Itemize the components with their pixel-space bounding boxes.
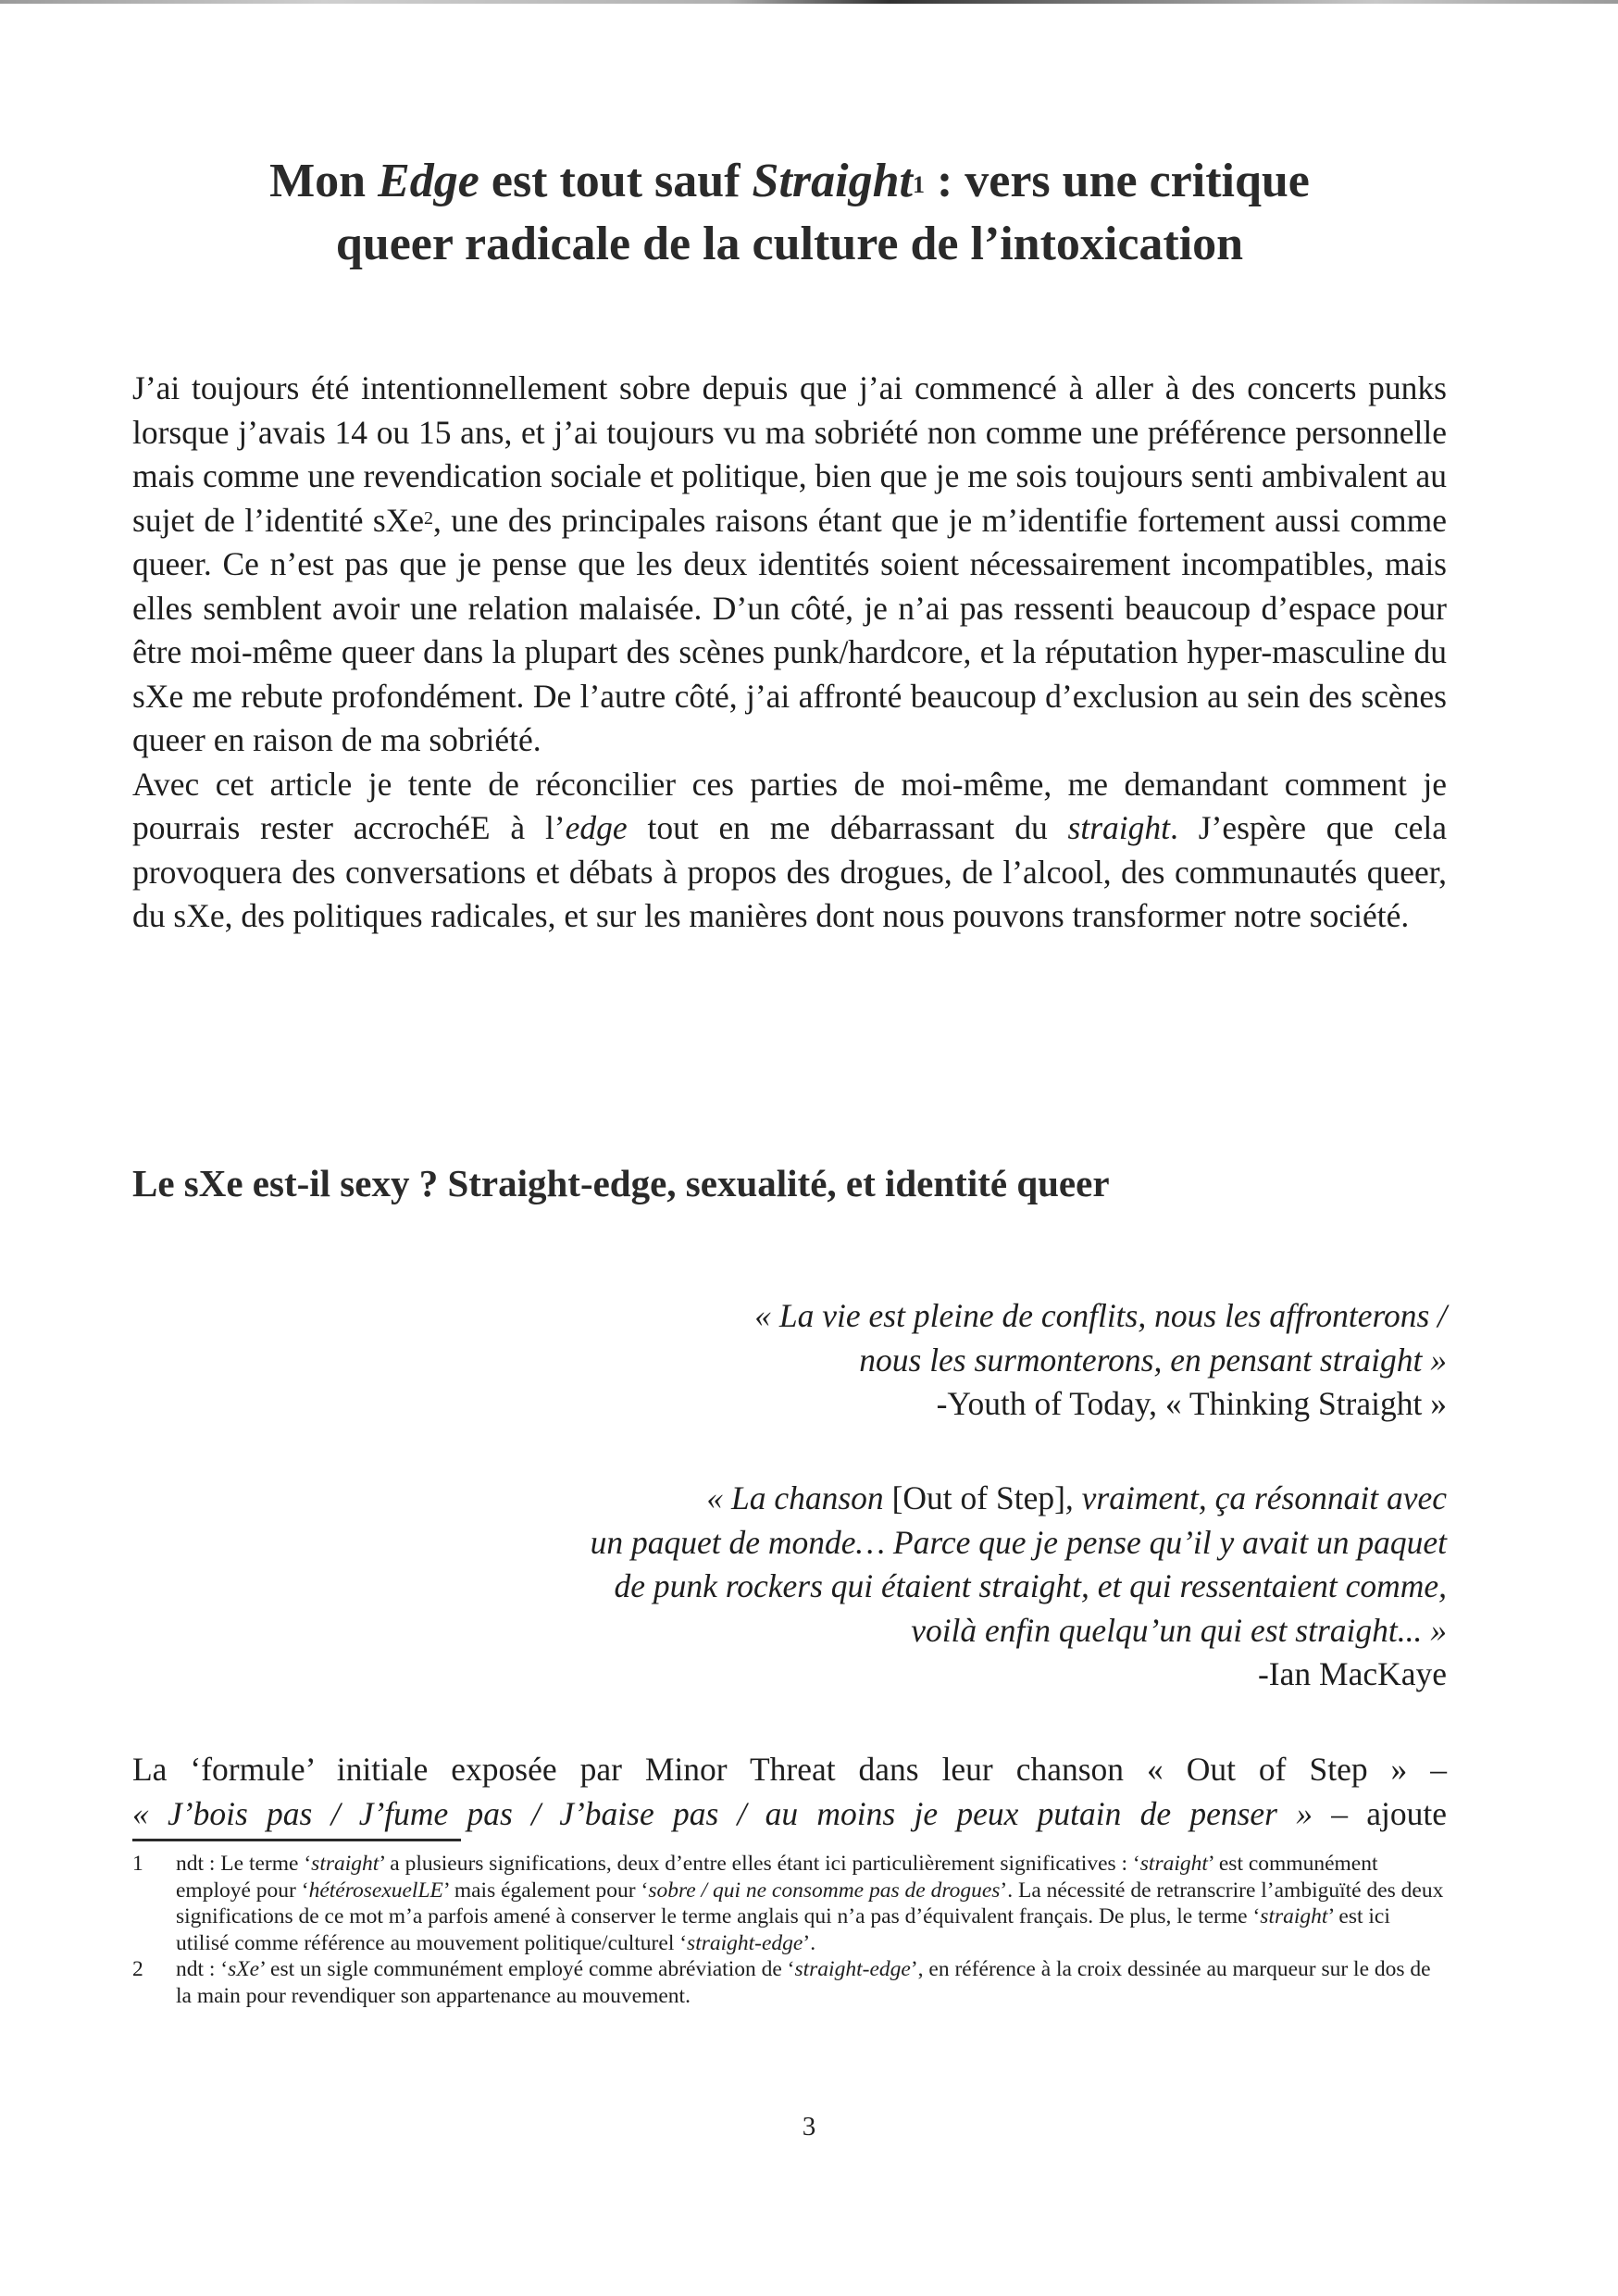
- footnote-italic: straight-edge: [687, 1930, 803, 1955]
- footnote-text: ’ a plusieurs significations, deux d’entre elles étant ici particulièrement significatives : ‘: [379, 1852, 1140, 1876]
- paragraph-text: J’ai toujours été intentionnellement sobre depuis que j’ai commencé à aller à des concerts punks lorsque j’avais 14 ou 15 ans, et j’ai toujours vu ma sobriété non comme une préférence personnelle mais comme une revendication sociale et politique, bien que je me sois toujours senti ambivalent au sujet de l’identité sXe: [132, 369, 1447, 539]
- footnote-italic: straight: [1139, 1852, 1208, 1876]
- straight-italic: straight: [1067, 809, 1171, 846]
- epigraph-line: « La vie est pleine de conflits, nous les affronterons /: [754, 1297, 1447, 1334]
- paragraph-text: , une des principales raisons étant que je m’identifie fortement aussi comme queer. Ce n’est pas que je pense que les deux identités soient nécessairement incompatibles, mais elles semblent avoir une relation malaisée. D’un côté, je n’ai pas ressenti beaucoup d’espace pour être moi-même queer dans la plupart des scènes punk/hardcore, et la réputation hyper-masculine du sXe me rebute profondément. De l’autre côté, j’ai affronté beaucoup d’exclusion au sein des scènes queer en raison de ma sobriété.: [132, 501, 1448, 758]
- epigraph-line: [591, 1477, 1447, 1521]
- footnote-ref-1[interactable]: 1: [912, 171, 925, 198]
- footnote-italic: straight: [311, 1852, 380, 1876]
- song-title: [Out of Step]: [891, 1479, 1065, 1516]
- title-text: Mon: [269, 155, 379, 207]
- epigraph-line: de punk rockers qui étaient straight, et qui ressentaient comme,: [614, 1567, 1447, 1604]
- footnote-italic: straight: [1260, 1904, 1328, 1928]
- intro-section: [132, 367, 1447, 939]
- title-text: est tout sauf: [479, 155, 753, 207]
- title-line-2: queer radicale de la culture de l’intoxication: [335, 218, 1244, 270]
- footnote-text: ndt : Le terme ‘: [176, 1852, 312, 1876]
- footnote-ref-2[interactable]: 2: [424, 507, 434, 529]
- footnote-1: [132, 1851, 1447, 1956]
- paragraph-text: – ajoute: [1313, 1794, 1447, 1832]
- paragraph-line: La ‘formule’ initiale exposée par Minor Threat dans leur chanson « Out of Step » –: [132, 1751, 1447, 1788]
- footnote-separator: [132, 1839, 461, 1841]
- title-straight-italic: Straight: [752, 155, 913, 207]
- intro-paragraph-1: [132, 367, 1447, 763]
- footnotes: [132, 1851, 1447, 2009]
- epigraph-ian-mackaye: [591, 1477, 1447, 1697]
- footnote-text: ’ est communément employé pour ‘: [176, 1852, 1378, 1903]
- epigraph-attribution: -Youth of Today, « Thinking Straight »: [936, 1385, 1447, 1422]
- scan-edge-shadow: [0, 0, 1618, 4]
- footnote-text: ndt : ‘: [176, 1957, 229, 1981]
- body-paragraph-2: [132, 1748, 1447, 1836]
- footnote-italic: hétérosexuelLE: [308, 1878, 443, 1903]
- footnote-italic: sobre / qui ne consomme pas de drogues: [648, 1878, 1001, 1903]
- epigraph-line: voilà enfin quelqu’un qui est straight... »: [911, 1611, 1447, 1649]
- intro-paragraph-2: [132, 763, 1447, 939]
- footnote-text: ’ mais également pour ‘: [442, 1878, 649, 1903]
- footnote-number: 2: [132, 1957, 143, 1981]
- article-title: [132, 150, 1447, 276]
- footnote-text: ’. La nécessité de retranscrire l’ambiguïté des deux significations de ce mot m’a parfois amené à conserver le terme anglais qui n’a pas d’équivalent français. De plus, le terme ‘: [176, 1878, 1444, 1928]
- paragraph-text: tout en me débarrassant du: [627, 809, 1068, 846]
- epigraph-text: , vraiment, ça résonnait avec: [1064, 1479, 1447, 1516]
- footnote-italic: straight-edge: [794, 1957, 911, 1981]
- footnote-text: ’ est ici utilisé comme référence au mouvement politique/culturel ‘: [176, 1904, 1390, 1955]
- epigraph-attribution: -Ian MacKaye: [1257, 1655, 1447, 1692]
- edge-italic: edge: [565, 809, 628, 846]
- footnote-number: 1: [132, 1852, 143, 1876]
- epigraph-text: « La chanson: [706, 1479, 892, 1516]
- title-text: : vers une critique: [924, 155, 1310, 207]
- paragraph-line: [132, 1792, 1447, 1837]
- footnote-text: ’, en référence à la croix dessinée au marqueur sur le dos de la main pour revendiquer son appartenance au mouvement.: [176, 1957, 1431, 2008]
- paragraph-text: . J’espère que cela provoquera des conversations et débats à propos des drogues, de l’alcool, des communautés queer, du sXe, des politiques radicales, et sur les manières dont nous pouvons transformer notre société.: [132, 809, 1448, 934]
- minor-threat-lyrics: « J’bois pas / J’fume pas / J’baise pas / au moins je peux putain de penser »: [132, 1794, 1313, 1832]
- epigraph-youth-of-today: [754, 1294, 1447, 1427]
- footnote-italic: sXe: [228, 1957, 260, 1981]
- page-number: 3: [802, 2112, 816, 2141]
- footnote-text: ’.: [803, 1930, 816, 1955]
- epigraph-line: nous les surmonterons, en pensant straight »: [859, 1341, 1447, 1379]
- footnote-text: ’ est un sigle communément employé comme abréviation de ‘: [259, 1957, 795, 1981]
- title-edge-italic: Edge: [378, 155, 479, 207]
- epigraph-line: un paquet de monde… Parce que je pense qu’il y avait un paquet: [590, 1523, 1447, 1561]
- section-heading: Le sXe est-il sexy ? Straight-edge, sexualité, et identité queer: [132, 1162, 1110, 1204]
- footnote-2: [132, 1956, 1447, 2009]
- paragraph-text: Avec cet article je tente de réconcilier ces parties de moi-même, me demandant comment je pourrais rester accrochéE à l’: [132, 765, 1447, 846]
